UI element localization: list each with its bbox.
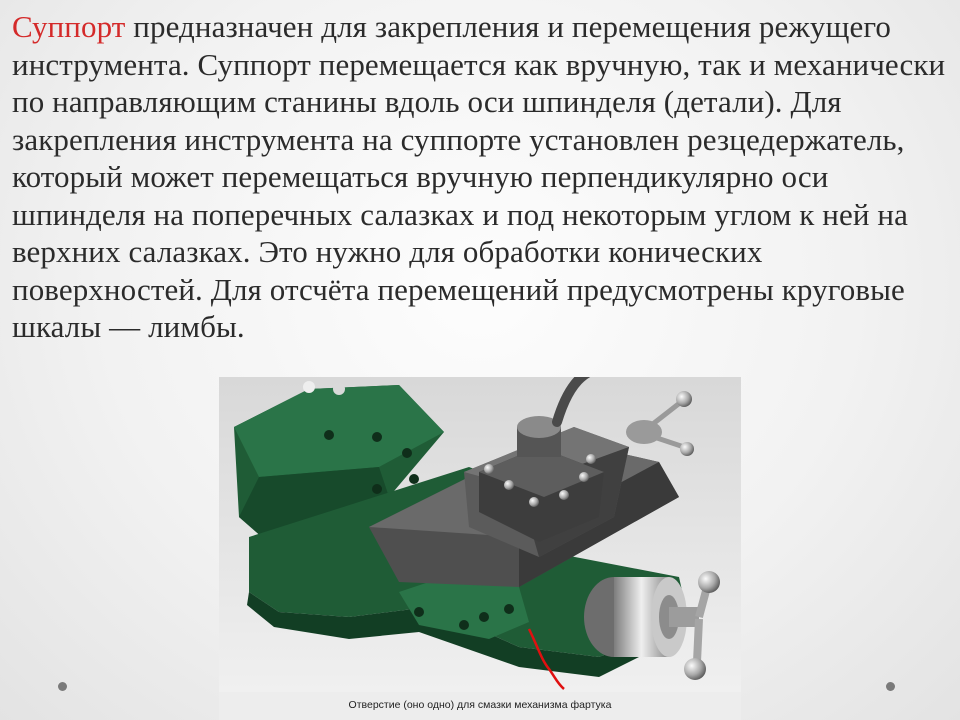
right-bullet-dot: [886, 682, 895, 691]
body-text: предназначен для закрепления и перемещения режущего инструмента. Суппорт перемещается как вручную, так и механически по направляющим станины вдоль оси шпинделя (детали). Для закрепления инструмента на суппорте установлен резцедержатель, который может перемещаться вручную перпендикулярно оси шпинделя на поперечных салазках и под некоторым углом к ней на верхних салазках. Это нужно для обработки конических поверхностей. Для отсчёта перемещений предусмотрены круговые шкалы — лимбы.: [12, 9, 946, 344]
carriage-model-image: [219, 377, 741, 720]
slide-body-text: [12, 8, 952, 346]
highlight-term: Суппорт: [12, 9, 126, 44]
image-caption: Отверстие (оно одно) для смазки механизма фартука: [348, 699, 612, 711]
carriage-render: [219, 377, 741, 720]
left-bullet-dot: [58, 682, 67, 691]
